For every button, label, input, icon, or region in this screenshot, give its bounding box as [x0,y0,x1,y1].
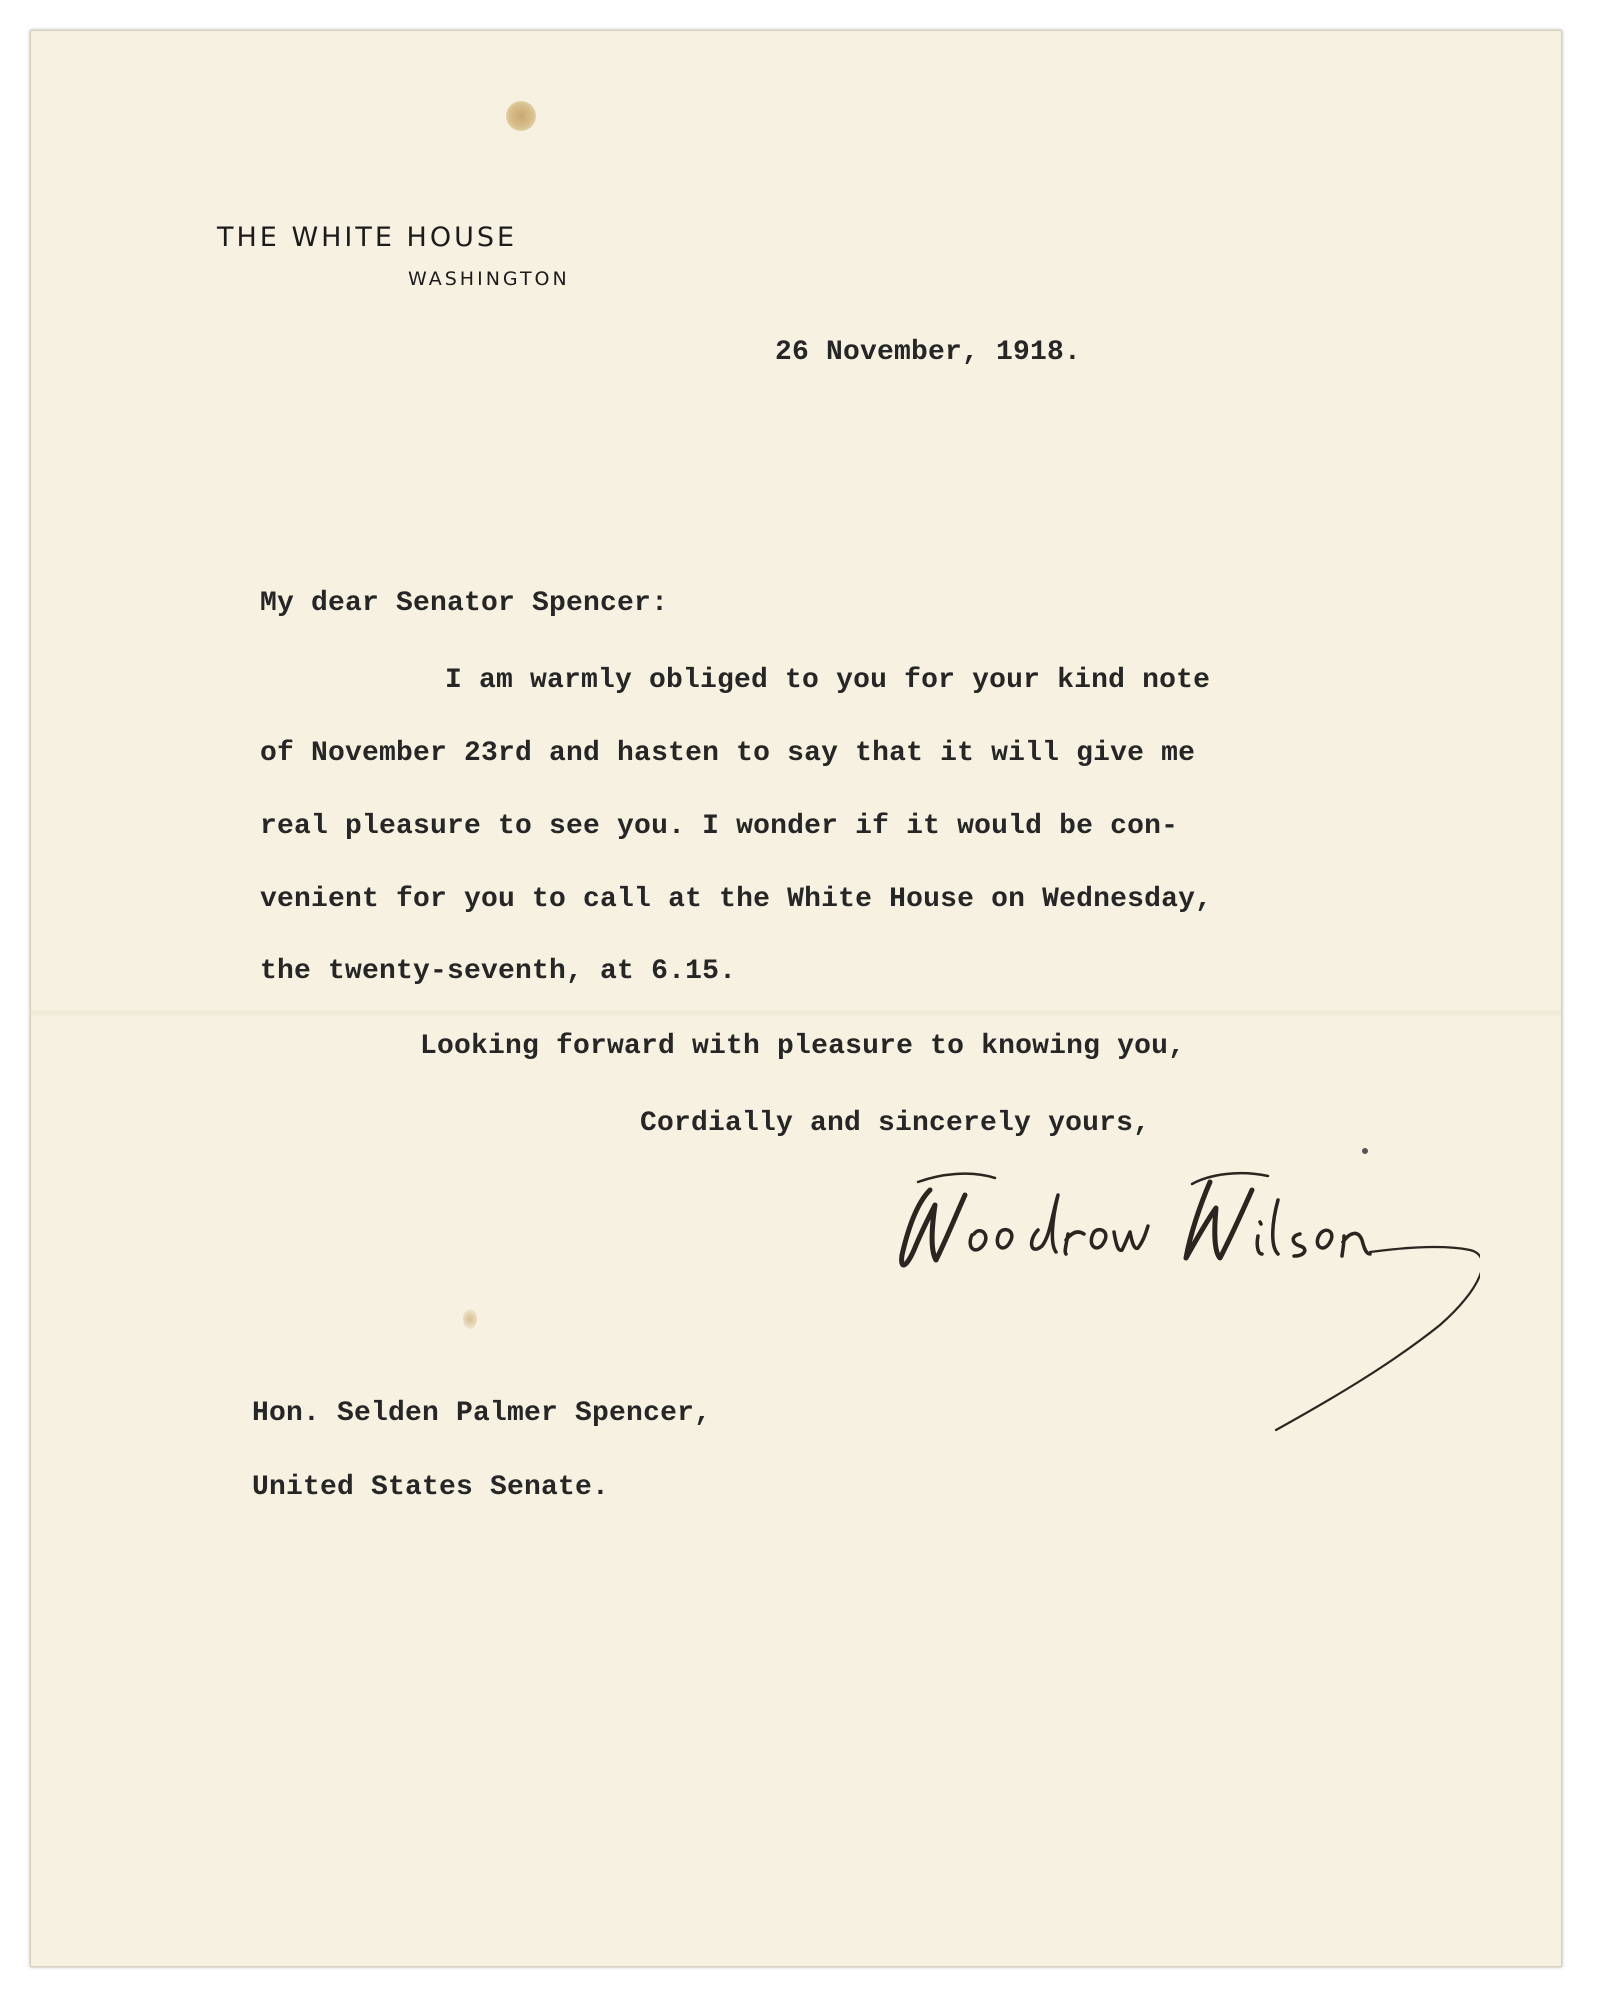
letterhead-title: THE WHITE HOUSE [217,222,518,253]
letter-date: 26 November, 1918. [775,337,1082,368]
body-line: of November 23rd and hasten to say that it will give me [260,738,1196,769]
stain-spot [506,101,536,131]
addressee-office: United States Senate. [252,1472,610,1503]
stain-spot [463,1309,477,1329]
letterhead-city: WASHINGTON [408,268,570,290]
body-line: venient for you to call at the White House on Wednesday, [260,884,1213,915]
signature [880,1160,1480,1450]
body-line: I am warmly obliged to you for your kind note [445,665,1211,696]
closing-line: Looking forward with pleasure to knowing you, [420,1031,1186,1062]
ink-dot [1362,1148,1368,1154]
body-line: the twenty-seventh, at 6.15. [260,956,737,987]
body-line: real pleasure to see you. I wonder if it would be con- [260,811,1179,842]
paper-fold [31,1009,1561,1017]
valediction: Cordially and sincerely yours, [640,1108,1151,1139]
salutation: My dear Senator Spencer: [260,588,669,619]
letter-paper [30,30,1562,1967]
addressee-name: Hon. Selden Palmer Spencer, [252,1398,712,1429]
